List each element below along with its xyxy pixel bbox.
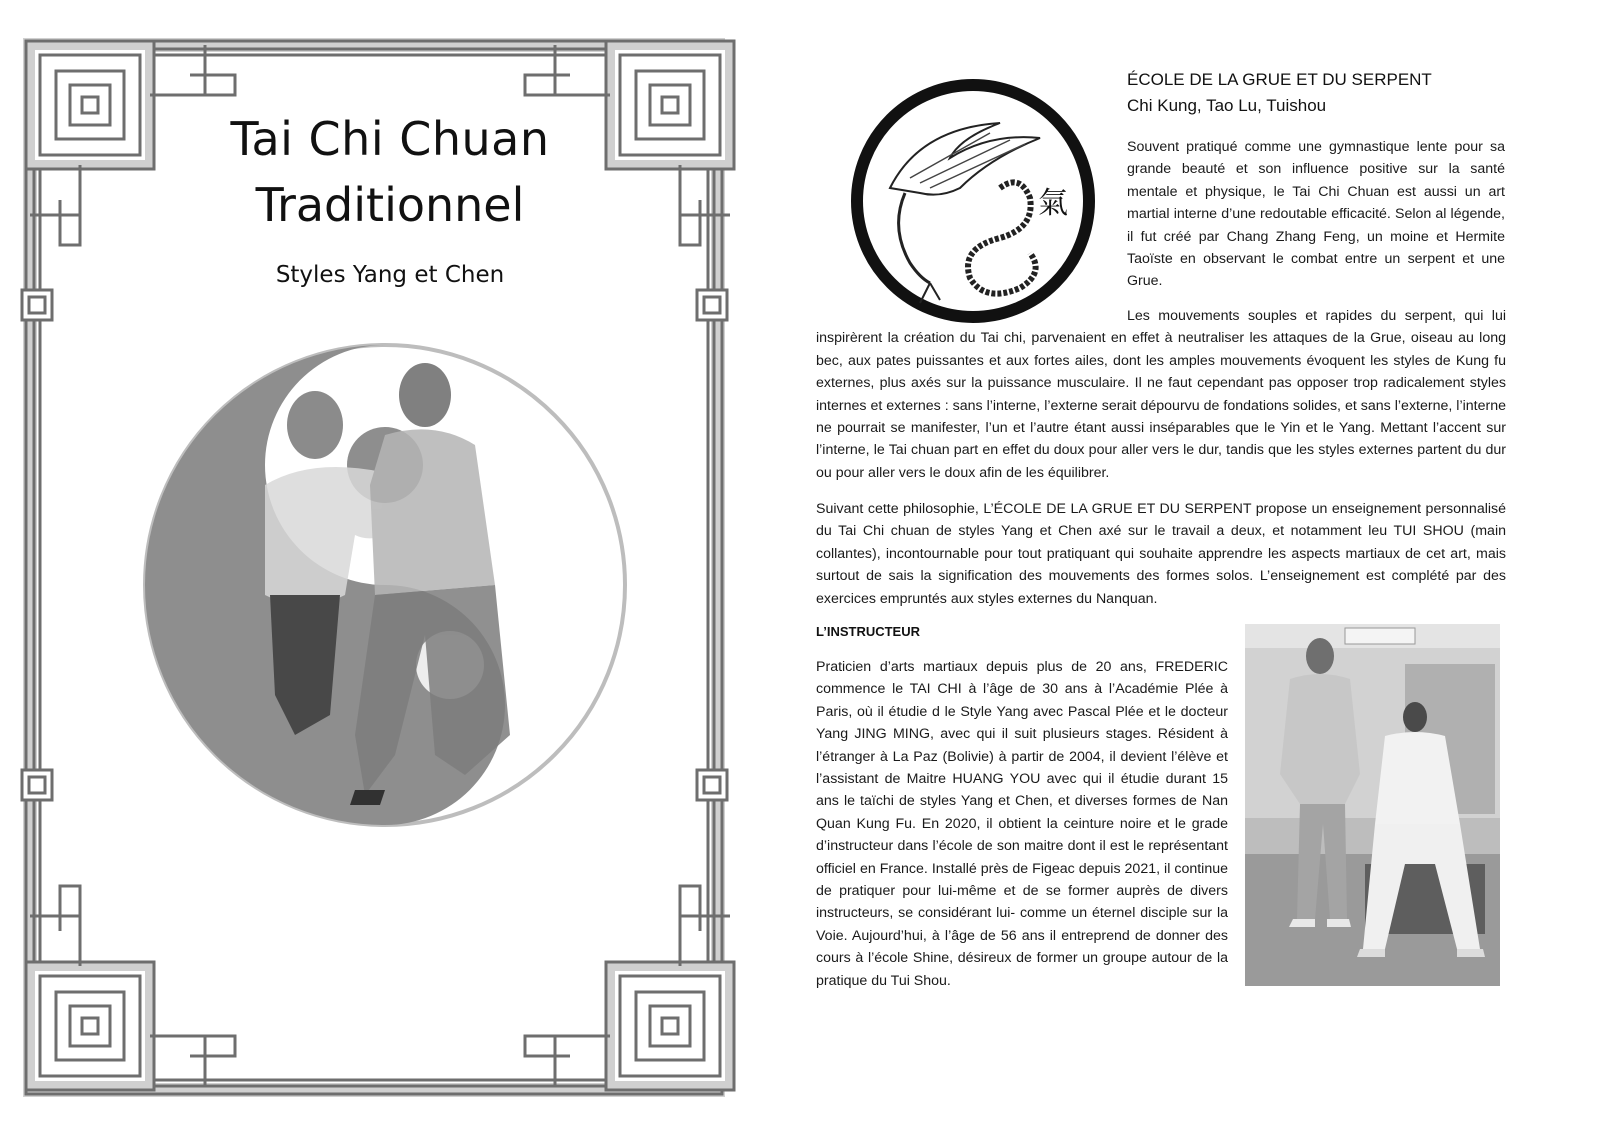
instructor-heading: L’INSTRUCTEUR	[816, 624, 920, 639]
school-disciplines: Chi Kung, Tao Lu, Tuishou	[1127, 96, 1327, 115]
qi-character: 氣	[1038, 186, 1068, 221]
school-name: ÉCOLE DE LA GRUE ET DU SERPENT	[1127, 70, 1432, 89]
cover-page	[0, 0, 760, 1131]
philosophy-paragraph: Suivant cette philosophie, L’ÉCOLE DE LA GRUE ET DU SERPENT propose un enseignement personnalisé du Tai Chi chuan de styles Yang et Chen axé sur le travail a deux, et notamment leu TUI SHOU (main collantes), incontournable pour tout pratiquant qui souhaite apprendre les aspects martiaux de cet art, mais surtout de sais la signification des mouvements des formes solos. L’enseignement est complété par des exercices empruntés aux styles externes du Nanquan.	[816, 501, 1506, 607]
movements-paragraph: Les mouvements souples et rapides du serpent, qui lui inspirèrent la création du Tai chi, parvenaient en effet à neutraliser les attaques de la Grue, oiseau au long bec, aux pates puissantes et aux fortes ailes, dont les amples mouvements évoquent les styles de Kung fu externes, plus axés sur la puissance musculaire. Il ne faut cependant pas opposer trop radicalement styles internes et externes : sans l’interne, l’externe serait dépourvu de fondations solides, et sans l’externe, l’interne ne pourrait se manifester, l’un et l’autre étant aussi inséparables que le Yin et le Yang. Mettant l’accent sur l’interne, le Tai chuan part en effet du doux pour aller vers le dur, tandis que les styles externes partent du dur ou pour aller vers le doux afin de les équilibrer.	[816, 308, 1506, 481]
cover-subtitle: Styles Yang et Chen	[275, 262, 505, 288]
crane-serpent-logo	[850, 78, 1096, 324]
yin-yang-practitioners-illustration	[135, 335, 635, 835]
intro-paragraph: Souvent pratiqué comme une gymnastique lente pour sa grande beauté et son influence positive sur la santé mentale et physique, le Tai Chi Chuan est aussi un art martial interne d’une redoutable efficacité. Selon al légende, il fut créé par Chang Zhang Feng, un moine et Hermite Taoïste en observant le combat entre un serpent et une Grue.	[1127, 139, 1505, 290]
instructor-bio: Praticien d’arts martiaux depuis plus de 20 ans, FREDERIC commence le TAI CHI à l’âge de 30 ans à l’Académie Plée à Paris, où il étudie d le Style Yang avec Pascal Plée et le docteur Yang JING MING, avec qui il suit plusieurs stages. Résident à l’étranger à La Paz (Bolivie) à partir de 2004, il devient l’élève et l’assistant de Maitre HUANG YOU avec qui il étudie durant 15 ans le taïchi de styles Yang et Chen, et diverses formes de Nan Quan Kung Fu. En 2020, il obtient la ceinture noire et le grade d’instructeur dans l’école de son maitre dont il est le représentant officiel en France. Installé près de Figeac depuis 2021, il continue de pratiquer pour lui-même et de se former auprès de divers instructeurs, se considérant lui- comme un éternel disciple sur la Voie. Aujourd’hui, à l’âge de 56 ans il entreprend de donner des cours à l’école Shine, désireux de former un groupe autour de la pratique du Tui Shou.	[816, 659, 1228, 989]
cover-title-line1: Tai Chi Chuan	[230, 112, 550, 166]
instructor-photo	[1245, 624, 1500, 986]
info-page	[770, 0, 1599, 1131]
cover-title-line2: Traditionnel	[255, 178, 525, 232]
